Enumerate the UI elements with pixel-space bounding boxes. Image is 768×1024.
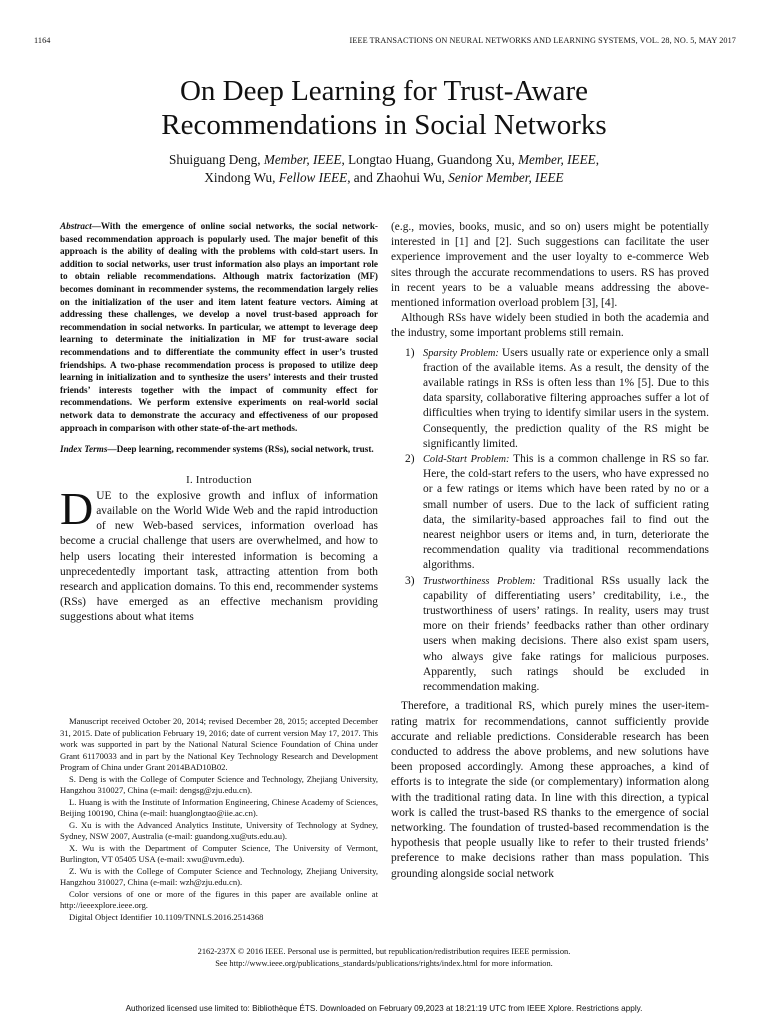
list-item (391, 346, 709, 452)
copyright-notice (34, 946, 734, 969)
author-role: Member, IEEE (263, 152, 342, 167)
index-terms-text: Deep learning, recommender systems (RSs), social network, trust. (116, 444, 374, 455)
section-heading-introduction: I. Introduction (186, 474, 252, 486)
list-item-text: Traditional RSs usually lack the capability of differentiating users’ creditability, i.e., the trustworthiness of users’ ratings. In reality, users may trust more on their friends’ feedbacks rather than other ordinary users when making decisions. There also exist spam users, who always give fake ratings for malicious purposes. Apparently, such ratings should be excluded in recommendation making. (423, 574, 709, 694)
author-role: Fellow IEEE (278, 169, 348, 185)
right-paragraph-2: Although RSs have widely been studied in both the academia and the industry, some important problems still remain. (391, 312, 709, 340)
license-notice: Authorized licensed use limited to: Bibliothèque ÉTS. Downloaded on February 09,2023 at 18:21:19 UTC from IEEE Xplore. Restrictions apply. (125, 1004, 643, 1013)
author-list (34, 151, 734, 186)
copyright-line-2: See http://www.ieee.org/publications_standards/publications/rights/index.html for more information. (215, 958, 553, 968)
journal-header: IEEE TRANSACTIONS ON NEURAL NETWORKS AND LEARNING SYSTEMS, VOL. 28, NO. 5, MAY 2017 (349, 36, 736, 45)
author-line-1 (34, 151, 734, 169)
author-huang-xu: , Longtao Huang, Guandong Xu, (341, 152, 519, 167)
footnote-xwu: X. Wu is with the Department of Computer Science, The University of Vermont, Burlington, VT 05405 USA (e-mail: xwu@uvm.edu). (60, 842, 378, 864)
title-line-1: On Deep Learning for Trust-Aware (179, 75, 589, 107)
list-item (391, 452, 709, 574)
footnote-huang: L. Huang is with the Institute of Information Engineering, Chinese Academy of Sciences, Beijing 100190, China (e-mail: huanglongtao@iie.ac.cn). (60, 796, 378, 818)
list-item-title: Sparsity Problem: (423, 347, 499, 359)
list-number: 1) (405, 346, 415, 359)
author-line-2 (34, 169, 734, 187)
author-zwu: , and Zhaohui Wu, (347, 169, 449, 185)
footnote-deng: S. Deng is with the College of Computer Science and Technology, Zhejiang University, Hangzhou 310027, China (e-mail: dengsg@zju.edu.cn). (60, 773, 378, 795)
abstract-label: Abstract (60, 221, 92, 231)
footnote-doi: Digital Object Identifier 10.1109/TNNLS.2016.2514368 (69, 911, 264, 922)
index-terms-label: Index Terms (60, 444, 108, 455)
drop-cap: D (60, 482, 94, 534)
left-column (60, 220, 378, 626)
author-deng: Shuiguang Deng, (169, 152, 264, 167)
running-header (34, 36, 736, 50)
intro-paragraph (60, 482, 378, 626)
page-number: 1164 (34, 36, 51, 45)
list-number: 2) (405, 453, 415, 466)
problem-list (391, 346, 709, 696)
copyright-line-1: 2162-237X © 2016 IEEE. Personal use is permitted, but republication/redistribution requires IEEE permission. (197, 947, 571, 956)
paper-title (34, 74, 734, 142)
list-item (391, 574, 709, 696)
abstract-text: With the emergence of online social networks, the social network-based recommendation approach is popularly used. The major benefit of this approach is the ability of dealing with the problems with cold-start users. In addition to social networks, user trust information also plays an important role to obtain reliable recommendations. Although matrix factorization (MF) becomes dominant in recommender systems, the recommendation largely relies on the initialization of the user and item latent feature vectors. Aiming at addressing these challenges, we develop a novel trust-based approach for recommendation in social networks. In particular, we attempt to leverage deep learning to determinate the initialization in MF for trust-aware social recommendations and to differentiate the community effect in user’s trusted friendships. A two-phase recommendation process is proposed to utilize deep learning in initialization and to synthesize the users’ interests and their trusted friends’ interests together with the impact of community effect for recommendations. We perform extensive experiments on real-world social network data to demonstrate the accuracy and effectiveness of our proposed approach in comparison with other state-of-the-art methods. (60, 221, 378, 433)
author-role: Member, IEEE (518, 152, 596, 167)
author-sep: , (595, 152, 599, 167)
title-line-2: Recommendations in Social Networks (161, 109, 607, 141)
right-paragraph-3: Therefore, a traditional RS, which purely mines the user-item-rating matrix for recommendations, cannot sufficiently provide accurate and reliable predictions. Considerable research has been conducted to address the above problems, and new solutions have been proposed accordingly. Among these approaches, a kind of efforts is to integrate the side (or complementary) information along with the traditional rating data. In line with this direction, a typical work is called the trust-based RS thanks to the emergence of social networking. The foundation of trusted-based recommendation is the hypothesis that people usually like to refer to their trusted friends’ preference to make decisions rather than mass population. This grounding alongside social network (391, 700, 709, 880)
list-item-title: Trustworthiness Problem: (423, 575, 536, 587)
list-number: 3) (405, 574, 415, 587)
footnote-zwu: Z. Wu is with the College of Computer Science and Technology, Zhejiang University, Hangzhou 310027, China (e-mail: wzh@zju.edu.cn). (60, 865, 378, 887)
list-item-title: Cold-Start Problem: (423, 454, 510, 466)
footnote-xu: G. Xu is with the Advanced Analytics Institute, University of Technology at Sydney, Sydney, NSW 2007, Australia (e-mail: guandong.xu@uts.edu.au). (60, 819, 378, 841)
list-item-text: This is a common challenge in RS so far. Here, the cold-start refers to the users, who have expressed no or a few ratings or items which have been rated by no or a small number of users. Due to the lack of sufficient rating data, the similarity-based approaches fail to find out the nearest neighbor users or items and, in turn, deteriorate the recommendation quality via traditional recommendations algorithms. (423, 453, 709, 572)
right-column (391, 220, 709, 882)
right-paragraph-1: (e.g., movies, books, music, and so on) users might be potentially interested in [1] and [2]. Such suggestions can facilitate the user experience improvement and the user loyalty to e-commerce Web sites through the accurate recommendations to users. RS has proved in recent years to be a valuable means addressing the above-mentioned information overload problem [3], [4]. (391, 221, 709, 310)
author-xwu: Xindong Wu, (204, 169, 279, 185)
index-terms-dash: — (107, 444, 117, 455)
footnote-color: Color versions of one or more of the figures in this paper are available online at http://ieeexplore.ieee.org. (60, 888, 378, 910)
author-role: Senior Member, IEEE (448, 169, 564, 185)
footnotes (60, 716, 378, 923)
abstract (60, 220, 378, 434)
intro-text: UE to the explosive growth and influx of information available on the World Wide Web and the rapid introduction of new Web-based services, information overload has become a crucial challenge that users are overwhelmed, and how to help users locating their interested information is becoming a unprecedentedly important task, attracting attention from both research and application domains. To this end, recommender systems (RSs) have emerged as an effective mechanism providing suggestions about what items (60, 489, 378, 624)
abstract-dash: — (91, 221, 101, 231)
footnote-manuscript: Manuscript received October 20, 2014; revised December 28, 2015; accepted December 31, 2015. Date of publication February 19, 2016; date of current version May 17, 2017. This work was supported in part by the National Natural Science Foundation of China under Grant 61170033 and in part by the National Key Technology Research and Development Program of China under Grant 2014BAD10B02. (60, 716, 378, 772)
index-terms (60, 443, 378, 456)
list-item-text: Users usually rate or experience only a small fraction of the available items. As a result, the density of the available ratings in RSs is often less than 1% [5]. Due to this data sparsity, collaborative filtering approaches suffer a lot of difficulties when trying to identify similar users in the system. Consequently, the prediction quality of the RS might be significantly limited. (423, 346, 710, 450)
